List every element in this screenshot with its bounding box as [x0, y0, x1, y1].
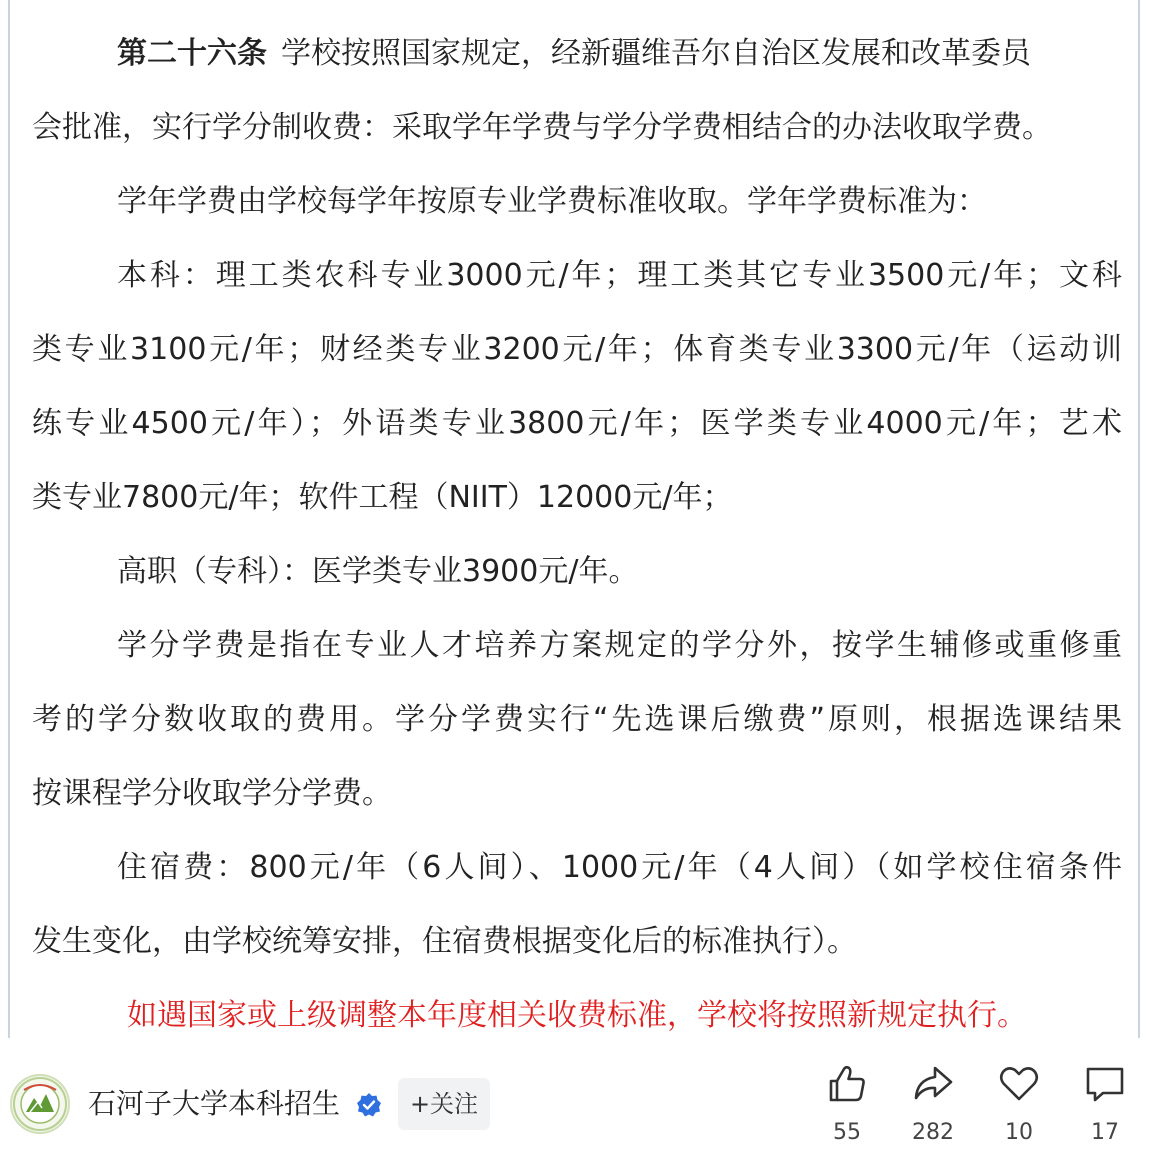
paragraph-line-13: 发生变化，由学校统筹安排，住宿费根据变化后的标准执行）。	[32, 924, 857, 959]
paragraph-line-4: 本科：理工类农科专业3000元/年；理工类其它专业3500元/年；文科	[117, 258, 1122, 293]
article-heading: 第二十六条	[117, 36, 267, 71]
like-count: 55	[833, 1120, 861, 1145]
share-icon	[911, 1062, 955, 1106]
paragraph-line-8: 高职（专科）：医学类专业3900元/年。	[117, 554, 639, 589]
paragraph-line-1: 第二十六条 学校按照国家规定，经新疆维吾尔自治区发展和改革委员	[117, 36, 1031, 71]
comment-icon	[1083, 1062, 1127, 1106]
comment-button[interactable]	[1070, 1062, 1140, 1152]
university-logo-icon	[12, 1076, 68, 1132]
paragraph-line-10: 考的学分数收取的费用。学分学费实行“先选课后缴费”原则，根据选课结果	[32, 702, 1122, 737]
account-avatar[interactable]	[10, 1074, 70, 1134]
favorite-count: 10	[1005, 1120, 1033, 1145]
heart-icon	[997, 1062, 1041, 1106]
verified-badge-icon	[356, 1092, 382, 1118]
paragraph-line-3: 学年学费由学校每学年按原专业学费标准收取。学年学费标准为：	[117, 184, 987, 219]
paragraph-line-12: 住宿费：800元/年（6人间）、1000元/年（4人间）（如学校住宿条件	[117, 850, 1122, 885]
favorite-button[interactable]	[984, 1062, 1054, 1152]
share-count: 282	[912, 1120, 954, 1145]
account-name[interactable]: 石河子大学本科招生	[88, 1087, 341, 1120]
paragraph-line-2: 会批准，实行学分制收费：采取学年学费与学分学费相结合的办法收取学费。	[32, 110, 1052, 145]
thumbs-up-icon	[825, 1062, 869, 1106]
share-button[interactable]	[898, 1062, 968, 1152]
like-button[interactable]	[812, 1062, 882, 1152]
post-footer	[0, 1040, 1150, 1160]
comment-count: 17	[1091, 1120, 1119, 1145]
fee-notice: 如遇国家或上级调整本年度相关收费标准，学校将按照新规定执行。	[127, 998, 1027, 1033]
paragraph-line-7: 类专业7800元/年；软件工程（NIIT）12000元/年；	[32, 480, 733, 515]
paragraph-line-6: 练专业4500元/年）；外语类专业3800元/年；医学类专业4000元/年；艺术	[32, 406, 1122, 441]
paragraph-line-5: 类专业3100元/年；财经类专业3200元/年；体育类专业3300元/年（运动训	[32, 332, 1122, 367]
article-body	[8, 0, 1140, 1038]
paragraph-line-11: 按课程学分收取学分学费。	[32, 776, 392, 811]
follow-button[interactable]: +关注	[398, 1078, 490, 1130]
paragraph-line-9: 学分学费是指在专业人才培养方案规定的学分外，按学生辅修或重修重	[117, 628, 1122, 663]
